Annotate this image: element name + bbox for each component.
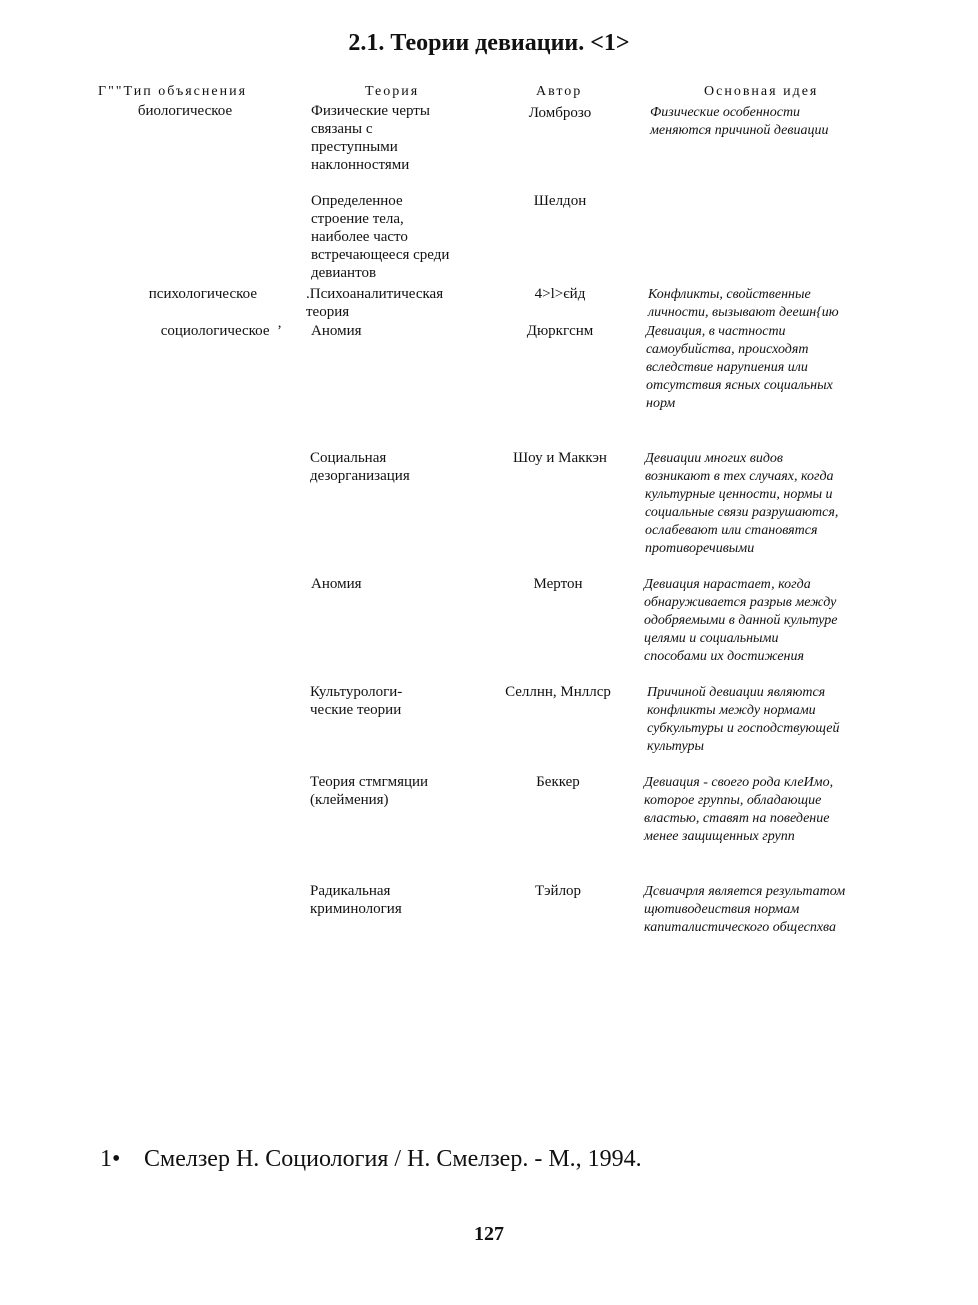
row-6-idea: Причиной девиации являются конфликты между нормами субкультуры и господствующей культуры <box>647 685 840 754</box>
row-3-author: Дюркгснм <box>526 323 594 339</box>
row-6-theory: Культурологи- ческие теории <box>310 684 403 718</box>
footnote <box>100 1146 642 1173</box>
row-1-theory: Определенное строение тела, наиболее часто встречающееся среди девиантов <box>311 193 450 281</box>
row-1-author: Шелдон <box>533 193 587 209</box>
row-2-type: психологическое <box>148 286 257 302</box>
row-2-theory: .Психоаналитическая теория <box>306 286 444 320</box>
row-2-idea: Конфликты, свойственные личности, вызывают деешн{ию <box>648 287 839 320</box>
row-5-author: Мертон <box>533 576 583 592</box>
header-author: Автор <box>536 84 583 99</box>
row-0-type: биологическое <box>137 103 233 119</box>
row-8-idea: Дсвиачрля является результатом щютиводеиствия нормам капиталистического общеспхва <box>644 884 846 935</box>
row-5-idea: Девиация нарастает, когда обнаруживается разрыв между одобряемыми в данной культуре целями и социальными способами их достижения <box>644 577 838 664</box>
row-6-author: Селлнн, Мнллср <box>505 684 611 700</box>
row-0-idea: Физические особенности меняются причиной девиации <box>650 105 829 138</box>
footnote-marker: 1• <box>100 1146 121 1172</box>
row-7-idea: Девиация - своего рода клеИмо, которое группы, обладающие властью, ставят на поведение менее защищенных групп <box>644 775 834 844</box>
row-4-idea: Девиации многих видов возникают в тех случаях, когда культурные ценности, нормы и социальные связи разрушаются, ослабевают или становятся противоречивыми <box>645 451 839 556</box>
page-number: 127 <box>474 1223 504 1245</box>
row-0-theory: Физические черты связаны с преступными наклонностями <box>311 103 430 173</box>
page-title: 2.1. Теории девиации. <1> <box>348 30 630 56</box>
row-0-author: Ломброзо <box>528 105 592 121</box>
row-4-author: Шоу и Маккэн <box>513 450 607 466</box>
row-5-theory: Аномия <box>311 576 362 592</box>
header-theory: Теория <box>365 84 420 99</box>
row-7-theory: Теория стмгмяции (клеймения) <box>310 774 429 808</box>
row-3-theory: Аномия <box>311 323 362 339</box>
row-3-type: социологическое ’ <box>160 323 282 339</box>
header-type: Г""Тип объяснения <box>98 84 248 99</box>
row-4-theory: Социальная дезорганизация <box>310 450 410 484</box>
row-8-theory: Радикальная криминология <box>310 883 402 917</box>
header-idea: Основная идея <box>704 84 819 99</box>
row-2-author: 4>l>єйд <box>534 286 586 302</box>
row-7-author: Беккер <box>536 774 580 790</box>
row-8-author: Тэйлор <box>534 883 582 899</box>
row-3-idea: Девиация, в частности самоубийства, происходят вследствие нарупиения или отсутствия ясных социальных норм <box>646 324 833 411</box>
footnote-text: Смелзер Н. Социология / Н. Смелзер. - М., 1994. <box>144 1146 642 1172</box>
